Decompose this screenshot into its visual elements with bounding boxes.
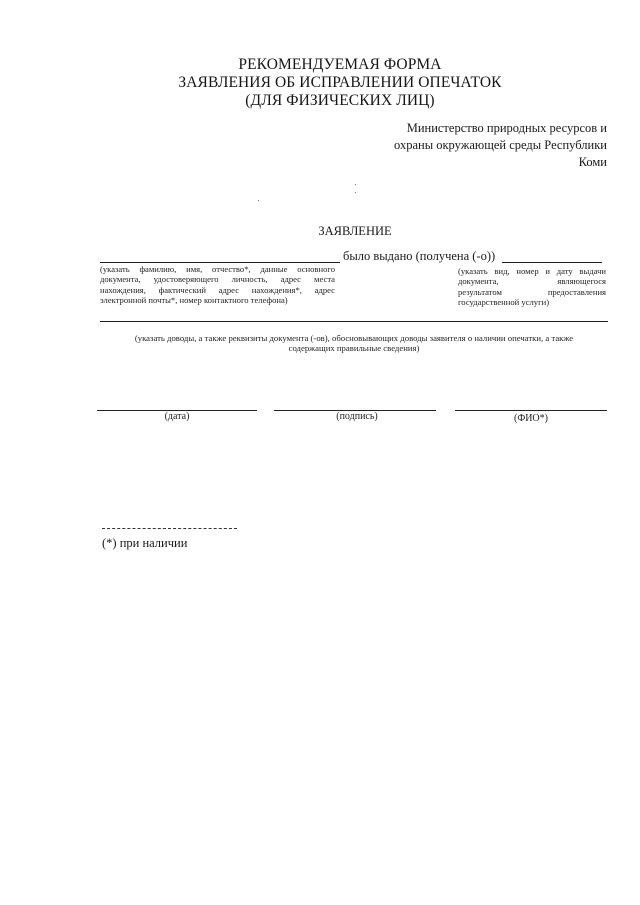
document-hint-line xyxy=(458,287,606,297)
footnote-text: (*) при наличии xyxy=(102,536,188,550)
fio-fill-line[interactable] xyxy=(455,410,607,411)
reasons-hint-line: (указать доводы, а также реквизиты документа (-ов), обосновывающих доводы заявителя о наличии опечатки, а также xyxy=(134,333,574,343)
reasons-hint-line: содержащих правильные сведения) xyxy=(288,343,420,354)
scan-speck xyxy=(355,192,356,193)
applicant-hint xyxy=(100,264,335,306)
addressee-line-2: охраны окружающей среды Республики xyxy=(394,138,607,152)
document-hint-word: являющегося xyxy=(557,276,606,287)
statement-title: ЗАЯВЛЕНИЕ xyxy=(318,224,392,238)
reasons-hint xyxy=(96,333,612,354)
applicant-hint-line: электронной почты*, номер контактного телефона) xyxy=(100,295,288,306)
form-title-line-3: (ДЛЯ ФИЗИЧЕСКИХ ЛИЦ) xyxy=(245,92,435,109)
scan-speck xyxy=(258,200,259,201)
reasons-fill-line[interactable] xyxy=(100,321,608,322)
document-hint-line: государственной услуги) xyxy=(458,297,550,308)
document-hint-line: (указать вид, номер и дату выдачи xyxy=(458,266,606,276)
applicant-fill-line[interactable] xyxy=(100,262,340,263)
addressee-line-3: Коми xyxy=(578,155,607,169)
document-hint-line xyxy=(458,276,606,286)
applicant-hint-line: документа, удостоверяющего личность, адрес места xyxy=(100,274,335,285)
applicant-hint-line: (указать фамилию, имя, отчество*, данные основного xyxy=(100,264,335,274)
signature-label: (подпись) xyxy=(336,411,378,422)
fio-label: (ФИО*) xyxy=(513,413,548,424)
form-title-line-2: ЗАЯВЛЕНИЯ ОБ ИСПРАВЛЕНИИ ОПЕЧАТОК xyxy=(178,74,502,91)
document-hint-word: результатом xyxy=(458,286,502,297)
applicant-hint-line: нахождения, фактический адрес нахождения*, адрес xyxy=(100,284,335,295)
date-label: (дата) xyxy=(164,411,190,422)
scan-speck xyxy=(355,184,356,185)
form-title-line-1: РЕКОМЕНДУЕМАЯ ФОРМА xyxy=(238,56,442,73)
footnote-separator xyxy=(102,528,237,529)
document-hint xyxy=(458,266,606,308)
issued-text: было выдано (получена (-о)) xyxy=(343,249,496,263)
document-fill-line[interactable] xyxy=(502,262,602,263)
addressee-line-1: Министерство природных ресурсов и xyxy=(406,121,607,135)
document-hint-word: документа, xyxy=(458,276,499,287)
document-hint-word: предоставления xyxy=(547,286,606,297)
